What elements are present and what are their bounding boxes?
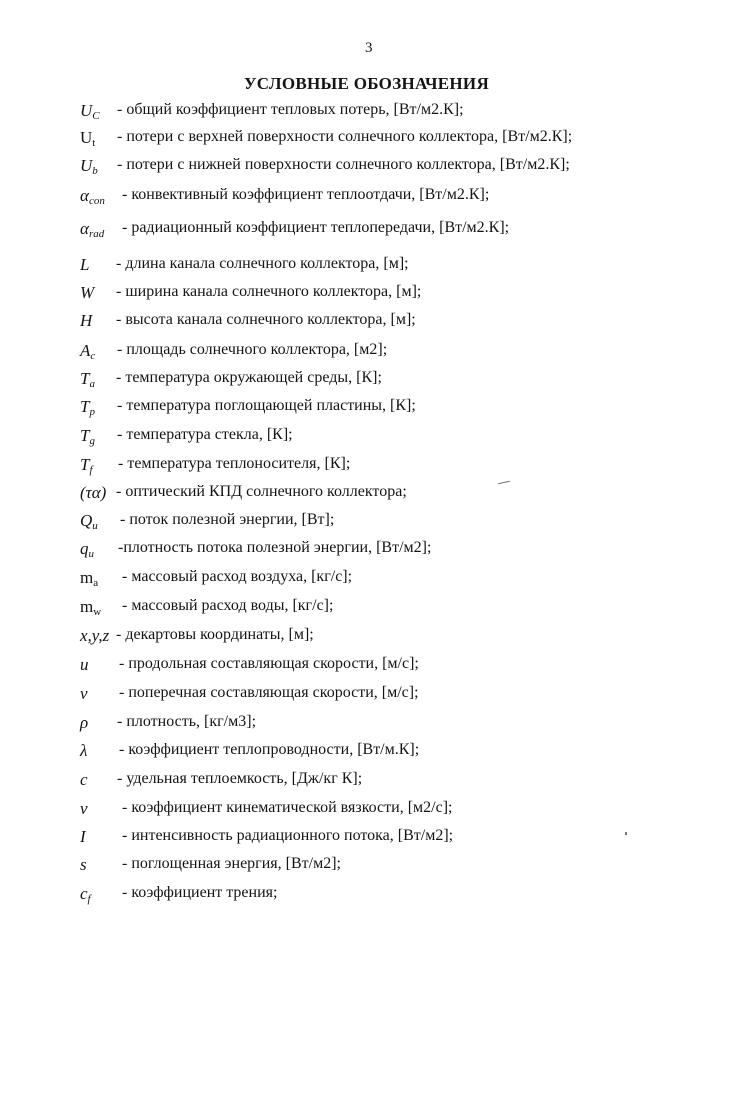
symbol-description: - коэффициент трения; — [122, 884, 278, 901]
symbol-subscript: w — [93, 606, 102, 618]
symbol-row — [0, 539, 733, 563]
symbol-main: m — [80, 568, 94, 587]
symbol-row — [0, 511, 733, 535]
symbol — [80, 511, 98, 532]
symbol — [80, 568, 98, 589]
symbol-row — [0, 483, 733, 507]
symbol-subscript: c — [90, 350, 96, 362]
symbol-subscript: rad — [88, 228, 105, 240]
symbol-main: T — [80, 369, 90, 388]
symbol — [80, 341, 95, 362]
symbol — [80, 397, 95, 418]
symbol-row — [0, 186, 733, 210]
symbol-description: - массовый расход воздуха, [кг/с]; — [122, 568, 353, 585]
page-title: УСЛОВНЫЕ ОБОЗНАЧЕНИЯ — [243, 74, 490, 93]
symbol-description: - оптический КПД солнечного коллектора; — [116, 483, 407, 500]
symbol-main: λ — [80, 741, 88, 760]
symbol — [80, 128, 95, 149]
symbol — [80, 539, 94, 560]
symbol — [80, 156, 98, 177]
symbol-description: - потери с верхней поверхности солнечного коллектора, [Вт/м2.К]; — [117, 128, 573, 145]
symbol-subscript: t — [92, 137, 96, 149]
symbol-description: - температура стекла, [К]; — [117, 426, 293, 443]
symbol-description: - ширина канала солнечного коллектора, [м]; — [116, 283, 422, 300]
symbol-description: - коэффициент теплопроводности, [Вт/м.К]; — [119, 741, 420, 758]
symbol-row — [0, 568, 733, 592]
symbol-main: A — [80, 341, 91, 360]
symbol-subscript: a — [93, 577, 99, 589]
symbol — [80, 741, 87, 761]
symbol-description: - температура теплоносителя, [К]; — [118, 455, 351, 472]
symbol-main: x,y,z — [80, 626, 110, 645]
symbol — [80, 311, 92, 331]
symbol-description: - температура окружающей среды, [К]; — [116, 369, 382, 386]
symbol-row — [0, 455, 733, 479]
symbol — [80, 426, 95, 447]
symbol-row — [0, 283, 733, 307]
symbol-subscript: con — [88, 195, 105, 207]
symbol-row — [0, 713, 733, 737]
symbol-main: v — [80, 799, 88, 818]
scan-dot — [625, 832, 627, 835]
symbol-main: T — [80, 455, 90, 474]
symbol-description: - температура поглощающей пластины, [К]; — [117, 397, 416, 414]
symbol-main: c — [80, 884, 88, 903]
symbol-main: c — [80, 770, 88, 789]
symbol-subscript: f — [87, 893, 91, 905]
symbol-description: - поперечная составляющая скорости, [м/с]; — [119, 684, 419, 701]
symbol-row — [0, 397, 733, 421]
symbol — [80, 827, 86, 847]
symbol-row — [0, 741, 733, 765]
symbol-description: - поглощенная энергия, [Вт/м2]; — [122, 855, 341, 872]
symbol-main: U — [80, 156, 93, 175]
symbol-description: - массовый расход воды, [кг/с]; — [122, 597, 334, 614]
symbol-description: - радиационный коэффициент теплопередачи, [Вт/м2.К]; — [122, 219, 510, 236]
symbol — [80, 369, 95, 390]
symbol — [80, 283, 94, 303]
symbol-subscript: f — [89, 464, 93, 476]
symbol-main: v — [80, 684, 88, 703]
symbol-row — [0, 884, 733, 908]
symbol-description: - декартовы координаты, [м]; — [116, 626, 314, 643]
symbol-description: - площадь солнечного коллектора, [м2]; — [117, 341, 388, 358]
symbol-row — [0, 128, 733, 152]
symbol — [80, 255, 89, 275]
symbol — [80, 684, 88, 704]
symbol — [80, 597, 101, 618]
symbol — [80, 483, 106, 503]
page-number: 3 — [365, 40, 373, 56]
symbol — [80, 101, 100, 122]
symbol-row — [0, 597, 733, 621]
symbol — [80, 455, 93, 476]
symbol-main: q — [80, 539, 89, 558]
symbol-main: α — [80, 219, 89, 238]
symbol-main: H — [80, 311, 93, 330]
symbol-description: - высота канала солнечного коллектора, [м]; — [116, 311, 416, 328]
symbol-row — [0, 770, 733, 794]
symbol-description: - общий коэффициент тепловых потерь, [Вт/м2.К]; — [117, 101, 464, 118]
symbol-row — [0, 626, 733, 650]
symbol — [80, 655, 89, 675]
symbol-description: - длина канала солнечного коллектора, [м]; — [116, 255, 409, 272]
symbol — [80, 626, 109, 646]
symbol-description: - поток полезной энергии, [Вт]; — [120, 511, 335, 528]
symbol-subscript: a — [89, 378, 95, 390]
symbol-row — [0, 101, 733, 125]
symbol-main: Q — [80, 511, 93, 530]
symbol — [80, 770, 88, 790]
symbol-subscript: b — [92, 165, 98, 177]
symbol-subscript: C — [92, 110, 100, 122]
symbol-main: ρ — [80, 713, 89, 732]
symbol — [80, 186, 105, 207]
symbol-row — [0, 219, 733, 243]
symbol-description: - коэффициент кинематической вязкости, [м2/с]; — [122, 799, 453, 816]
symbol-row — [0, 827, 733, 851]
symbol-description: - плотность, [кг/м3]; — [117, 713, 257, 730]
symbol-description: - удельная теплоемкость, [Дж/кг К]; — [117, 770, 363, 787]
symbol — [80, 884, 91, 905]
symbol-description: - продольная составляющая скорости, [м/с]; — [119, 655, 419, 672]
symbol-main: u — [80, 655, 89, 674]
symbol-row — [0, 255, 733, 279]
symbol-subscript: p — [89, 406, 95, 418]
symbol-main: W — [80, 283, 95, 302]
symbol-description: -плотность потока полезной энергии, [Вт/м2]; — [118, 539, 432, 556]
symbol-row — [0, 684, 733, 708]
symbol-main: s — [80, 855, 87, 874]
symbol — [80, 713, 88, 733]
symbol-description: - потери с нижней поверхности солнечного коллектора, [Вт/м2.К]; — [117, 156, 570, 173]
symbol-main: T — [80, 426, 90, 445]
symbol-row — [0, 655, 733, 679]
symbol — [80, 219, 104, 240]
symbol-row — [0, 341, 733, 365]
symbol-main: T — [80, 397, 90, 416]
symbol-main: U — [80, 101, 93, 120]
symbol-subscript: u — [88, 548, 94, 560]
symbol-row — [0, 855, 733, 879]
symbol-row — [0, 156, 733, 180]
symbol — [80, 799, 88, 819]
symbol-main: α — [80, 186, 89, 205]
symbol-row — [0, 311, 733, 335]
symbol-row — [0, 426, 733, 450]
symbol-description: - конвективный коэффициент теплоотдачи, [Вт/м2.К]; — [122, 186, 490, 203]
symbol-row — [0, 369, 733, 393]
symbol — [80, 855, 87, 875]
symbol-subscript: u — [92, 520, 98, 532]
symbol-main: L — [80, 255, 90, 274]
symbol-description: - интенсивность радиационного потока, [Вт/м2]; — [122, 827, 454, 844]
symbol-main: m — [80, 597, 94, 616]
symbol-main: U — [80, 128, 93, 147]
symbol-subscript: g — [89, 435, 95, 447]
symbol-main: (τα) — [80, 483, 107, 502]
symbol-main: I — [80, 827, 86, 846]
symbol-row — [0, 799, 733, 823]
